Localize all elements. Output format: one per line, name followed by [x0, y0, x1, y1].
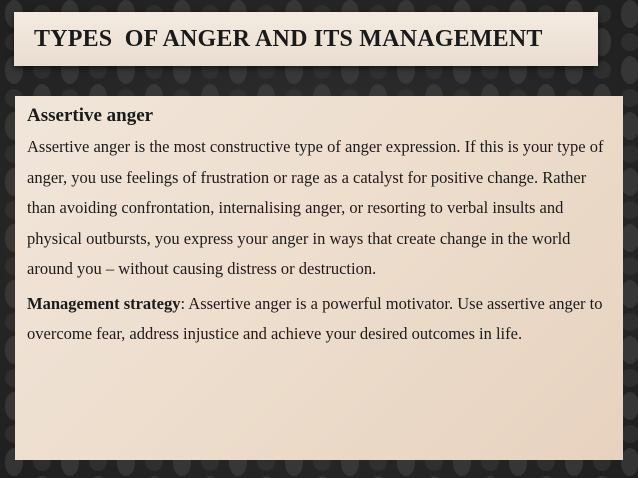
- slide-title: TYPES OF ANGER AND ITS MANAGEMENT: [34, 25, 543, 52]
- strategy-label: Management strategy: [27, 293, 181, 313]
- content-panel: [15, 96, 623, 460]
- title-banner: [14, 12, 598, 66]
- strategy-paragraph: [27, 289, 609, 350]
- description-paragraph: Assertive anger is the most constructive type of anger expression. If this is your type of anger, you use feelings of frustration or rage as a catalyst for positive change. Rather than avoiding confrontation, internalising anger, or resorting to verbal insults and physical outbursts, you express your anger in ways that create change in the world around you – without causing distress or destruction.: [27, 137, 604, 278]
- section-heading: Assertive anger: [27, 105, 154, 126]
- strategy-text: : Assertive anger is a powerful motivator. Use assertive anger to overcome fear, address injustice and achieve your desired outcomes in life.: [27, 293, 603, 343]
